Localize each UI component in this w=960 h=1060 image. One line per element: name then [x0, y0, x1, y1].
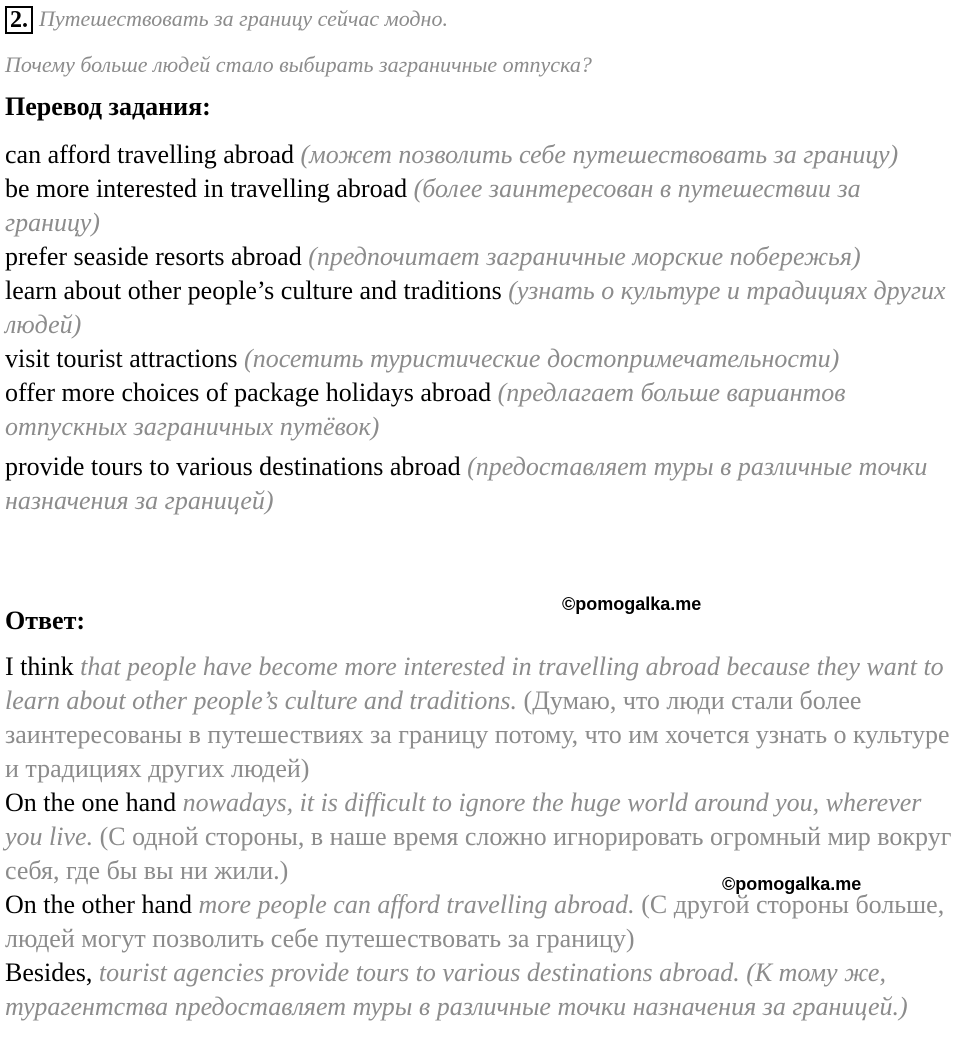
answer-paragraph [5, 650, 957, 786]
answer-translation: (С другой стороны больше, людей могут позволить себе путешествовать за границу) [5, 890, 945, 953]
vocab-item [5, 138, 957, 172]
answer-lead: Besides, [5, 958, 93, 987]
vocab-english: be more interested in travelling abroad [5, 174, 408, 203]
answer-paragraph [5, 888, 957, 956]
task-question: Почему больше людей стало выбирать заграничные отпуска? [5, 52, 592, 77]
answer-translation: (С одной стороны, в наше время сложно игнорировать огромный мир вокруг себя, где бы вы ни жили.) [5, 822, 952, 885]
answer-body: tourist agencies provide tours to various destinations abroad. (К тому же, турагентства предоставляет туры в различные точки назначения за границей.) [5, 958, 908, 1021]
vocab-english: provide tours to various destinations abroad [5, 452, 461, 481]
vocab-russian: (может позволить себе путешествовать за границу) [300, 140, 899, 169]
vocabulary-list [5, 138, 957, 518]
watermark: ©pomogalka.me [722, 874, 862, 894]
vocab-russian: (предлагает больше вариантов отпускных заграничных путёвок) [5, 378, 846, 441]
vocab-item [5, 172, 957, 240]
answer-lead: I think [5, 652, 74, 681]
vocab-item [5, 376, 957, 444]
vocab-item [5, 240, 957, 274]
task-header [5, 6, 448, 34]
answer-text [5, 650, 957, 1024]
answer-lead: On the other hand [5, 890, 193, 919]
answer-body: nowadays, it is difficult to ignore the huge world around you, wherever you live. [5, 788, 922, 851]
vocab-russian: (узнать о культуре и традициях других людей) [5, 276, 946, 339]
vocab-item [5, 450, 957, 518]
vocab-russian: (более заинтересован в путешествии за границу) [5, 174, 861, 237]
vocab-item [5, 274, 957, 342]
translation-heading: Перевод задания: [5, 92, 211, 121]
vocab-english: offer more choices of package holidays abroad [5, 378, 492, 407]
vocab-item [5, 342, 957, 376]
vocab-english: visit tourist attractions [5, 344, 238, 373]
answer-translation: (Думаю, что люди стали более заинтересованы в путешествиях за границу потому, что им хочется узнать о культуре и традициях других людей) [5, 686, 950, 783]
answer-paragraph [5, 956, 957, 1024]
vocab-english: prefer seaside resorts abroad [5, 242, 302, 271]
answer-heading: Ответ: [5, 606, 86, 635]
answer-lead: On the one hand [5, 788, 177, 817]
watermark: ©pomogalka.me [562, 594, 702, 614]
task-text: Путешествовать за границу сейчас модно. [39, 6, 448, 31]
vocab-english: learn about other people’s culture and traditions [5, 276, 502, 305]
answer-body: that people have become more interested in travelling abroad because they want to learn about other people’s culture and traditions. [5, 652, 944, 715]
answer-paragraph [5, 786, 957, 888]
answer-body: more people can afford travelling abroad. [198, 890, 635, 919]
vocab-english: can afford travelling abroad [5, 140, 294, 169]
task-number: 2. [5, 6, 33, 34]
vocab-russian: (предпочитает заграничные морские побережья) [308, 242, 861, 271]
vocab-russian: (предоставляет туры в различные точки назначения за границей) [5, 452, 928, 515]
vocab-russian: (посетить туристические достопримечательности) [244, 344, 840, 373]
